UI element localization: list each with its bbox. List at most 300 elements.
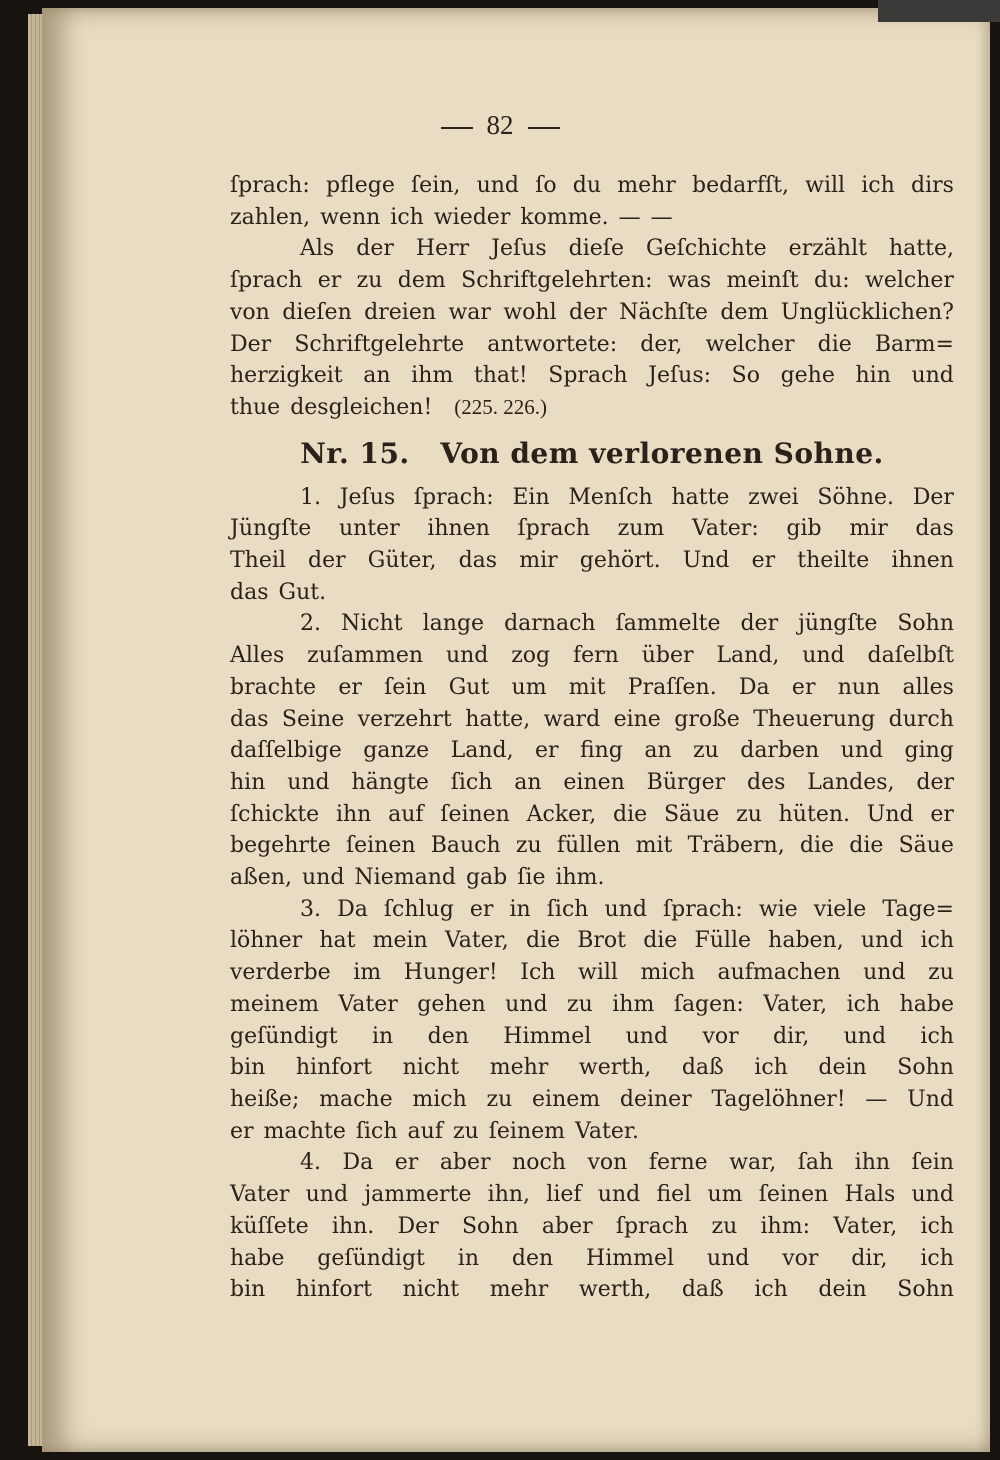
word: eine bbox=[613, 706, 661, 732]
text-line bbox=[230, 767, 954, 799]
word: 4. bbox=[300, 1150, 321, 1176]
word: hinfort bbox=[295, 1055, 372, 1081]
word: dreien bbox=[364, 299, 437, 325]
word: und bbox=[597, 1182, 641, 1208]
text-line bbox=[230, 989, 954, 1021]
word: die bbox=[817, 331, 852, 357]
word: durch bbox=[888, 706, 954, 732]
word: Jeſus bbox=[491, 236, 547, 262]
word: zu bbox=[693, 738, 719, 764]
word: und bbox=[302, 865, 345, 891]
word: verderbe bbox=[230, 960, 331, 986]
word: die bbox=[799, 833, 835, 859]
word: Brot bbox=[577, 928, 627, 954]
word: dieſen bbox=[282, 299, 352, 325]
word: ihnen bbox=[891, 548, 954, 574]
word: von bbox=[587, 1150, 628, 1176]
text-line bbox=[230, 329, 954, 361]
word: wenn bbox=[320, 204, 381, 230]
word: der, bbox=[640, 331, 683, 357]
word: daß bbox=[681, 1277, 724, 1303]
section-heading: Nr. 15. Von dem verlorenen Sohne. bbox=[300, 436, 884, 470]
word: Vater: bbox=[691, 516, 759, 542]
word: zu bbox=[928, 960, 954, 986]
word: ganze bbox=[363, 738, 430, 764]
word: mit bbox=[568, 674, 606, 700]
word: Vater, bbox=[763, 991, 828, 1017]
word: das bbox=[915, 516, 954, 542]
word: welcher bbox=[865, 268, 954, 294]
word: darnach bbox=[504, 611, 596, 637]
word: zu bbox=[356, 268, 383, 294]
word: ſich bbox=[546, 896, 589, 922]
word: hatte, bbox=[889, 236, 954, 262]
word: wohl bbox=[503, 299, 557, 325]
text-line bbox=[230, 862, 954, 894]
word: — bbox=[650, 204, 673, 230]
word: ſein bbox=[384, 674, 427, 700]
text-line bbox=[230, 799, 954, 831]
word: Unglücklichen? bbox=[780, 299, 954, 325]
word: fern bbox=[573, 643, 619, 669]
word: ſprach bbox=[230, 268, 303, 294]
word: Sprach bbox=[548, 363, 628, 389]
text-line bbox=[230, 1179, 954, 1211]
word: Vater, bbox=[833, 1213, 898, 1239]
word: und bbox=[860, 928, 904, 954]
word: er bbox=[751, 548, 776, 574]
word: Da bbox=[342, 1150, 374, 1176]
word: der bbox=[308, 548, 346, 574]
folio-dash-right bbox=[528, 127, 560, 129]
word: Tage= bbox=[882, 896, 954, 922]
word: zu bbox=[711, 1213, 738, 1239]
word: und bbox=[476, 173, 520, 198]
word: Barm= bbox=[874, 331, 954, 357]
word: Gut. bbox=[278, 579, 327, 605]
word: mehr bbox=[489, 1055, 549, 1081]
word: werth, bbox=[578, 1055, 652, 1081]
word: zu bbox=[452, 1118, 479, 1144]
word: aßen, bbox=[230, 865, 292, 891]
word: ihn bbox=[854, 1150, 891, 1176]
word: Nicht bbox=[341, 611, 403, 637]
word: um bbox=[707, 1182, 743, 1208]
word: er bbox=[317, 268, 342, 294]
word: gehört. bbox=[579, 548, 661, 574]
word: ſich bbox=[355, 1118, 398, 1144]
word: Der bbox=[230, 331, 272, 357]
word: ihn bbox=[335, 801, 372, 827]
word: ſo bbox=[535, 173, 557, 198]
word: den bbox=[511, 1245, 554, 1271]
word: daſſelbige bbox=[230, 738, 342, 764]
word: ſprach bbox=[615, 1213, 689, 1239]
word: habe bbox=[899, 991, 954, 1017]
text-line bbox=[230, 1052, 954, 1084]
text-line bbox=[230, 1274, 954, 1306]
word: ihm bbox=[612, 991, 655, 1017]
word: herzigkeit bbox=[230, 363, 343, 389]
word: ſich bbox=[450, 769, 493, 795]
word: Vater. bbox=[575, 1118, 639, 1144]
word: der bbox=[356, 236, 394, 262]
word: darben bbox=[740, 738, 820, 764]
word: er bbox=[230, 1118, 254, 1144]
word: Himmel bbox=[586, 1245, 675, 1271]
word: Himmel bbox=[503, 1023, 592, 1049]
word: Sohn bbox=[897, 611, 954, 637]
word: an bbox=[514, 769, 542, 795]
word: geſündigt bbox=[317, 1245, 425, 1271]
page-number bbox=[0, 110, 1000, 141]
word: Güter, bbox=[367, 548, 437, 574]
word: und bbox=[840, 738, 884, 764]
word: desgleichen! bbox=[290, 394, 433, 420]
word: war, bbox=[729, 1150, 777, 1176]
word: nicht bbox=[402, 1055, 460, 1081]
word: hatte, bbox=[465, 706, 531, 732]
word: Sohn bbox=[897, 1277, 954, 1303]
word: einem bbox=[532, 1086, 601, 1112]
word: in bbox=[457, 1245, 479, 1271]
word: brachte bbox=[230, 674, 317, 700]
word: thue bbox=[230, 394, 281, 420]
word: ihm. bbox=[555, 865, 605, 891]
word: Und bbox=[682, 548, 730, 574]
word: war bbox=[448, 299, 491, 325]
word: geſündigt bbox=[230, 1023, 338, 1049]
word: über bbox=[641, 643, 694, 669]
word: komme. bbox=[520, 204, 609, 230]
word: welcher bbox=[705, 331, 795, 357]
word: ich bbox=[920, 928, 954, 954]
text-line bbox=[230, 360, 954, 392]
word: Niemand bbox=[354, 865, 456, 891]
word: — bbox=[865, 1086, 888, 1112]
word: jüngſte bbox=[798, 611, 878, 637]
word: Geſchichte bbox=[646, 236, 767, 262]
word: habe bbox=[230, 1245, 285, 1271]
word: ſprach: bbox=[662, 896, 743, 922]
text-line bbox=[230, 672, 954, 704]
word: gib bbox=[786, 516, 822, 542]
word: er bbox=[535, 738, 559, 764]
word: machte bbox=[263, 1118, 346, 1144]
word: und bbox=[843, 1023, 887, 1049]
word: begehrte bbox=[230, 833, 331, 859]
word: ſprach: bbox=[413, 484, 494, 510]
word: Da bbox=[337, 896, 368, 922]
word: zuſammen bbox=[307, 643, 424, 669]
word: ſah bbox=[797, 1150, 834, 1176]
word: und bbox=[505, 991, 548, 1017]
word: und bbox=[911, 363, 954, 389]
text-line bbox=[230, 608, 954, 640]
word: werth, bbox=[578, 1277, 652, 1303]
scripture-reference: (225. 226.) bbox=[454, 394, 548, 419]
word: Fülle bbox=[694, 928, 752, 954]
word: Gut bbox=[448, 674, 490, 700]
word: die bbox=[849, 833, 884, 859]
word: große bbox=[674, 706, 740, 732]
word: wie bbox=[758, 896, 798, 922]
word: das bbox=[230, 579, 269, 605]
word: das bbox=[230, 706, 269, 732]
word: mich bbox=[640, 960, 695, 986]
word: zu bbox=[486, 1086, 513, 1112]
word: dein bbox=[818, 1277, 867, 1303]
word: an bbox=[363, 363, 391, 389]
word: ihn. bbox=[331, 1213, 375, 1239]
word: Träbern, bbox=[687, 833, 785, 859]
word: mache bbox=[319, 1086, 393, 1112]
word: hatte bbox=[671, 484, 730, 510]
word: Herr bbox=[415, 236, 470, 262]
word: ihm: bbox=[760, 1213, 810, 1239]
word: gab bbox=[465, 865, 508, 891]
text-line bbox=[230, 1084, 954, 1116]
word: ich bbox=[920, 1213, 954, 1239]
word: Nächſte bbox=[619, 299, 708, 325]
word: ich bbox=[920, 1245, 954, 1271]
word: dem bbox=[720, 299, 769, 325]
word: und bbox=[305, 1182, 349, 1208]
word: zu bbox=[515, 833, 542, 859]
word: daſelbſt bbox=[867, 643, 954, 669]
word: jammerte bbox=[364, 1182, 472, 1208]
word: ihnen bbox=[427, 516, 490, 542]
word: lief bbox=[546, 1182, 582, 1208]
word: ich bbox=[861, 173, 895, 198]
word: ging bbox=[904, 738, 954, 764]
word: will bbox=[578, 960, 618, 986]
word: ſagen: bbox=[673, 991, 744, 1017]
word: mit bbox=[635, 833, 673, 859]
word: ihm bbox=[411, 363, 454, 389]
word: Landes, bbox=[807, 769, 895, 795]
word: Land, bbox=[716, 643, 780, 669]
folio-dash-left bbox=[441, 127, 473, 129]
word: 3. bbox=[300, 896, 321, 922]
word: Der bbox=[397, 1213, 439, 1239]
word: und bbox=[706, 1245, 750, 1271]
word: dem bbox=[397, 268, 446, 294]
word: er bbox=[791, 674, 816, 700]
word: Ein bbox=[512, 484, 550, 510]
word: gehe bbox=[780, 363, 835, 389]
word: daß bbox=[681, 1055, 724, 1081]
text-line bbox=[230, 265, 954, 297]
word: ſprach bbox=[517, 516, 590, 542]
word: im bbox=[353, 960, 382, 986]
word: zu bbox=[567, 991, 593, 1017]
word: füllen bbox=[556, 833, 621, 859]
word: dir, bbox=[773, 1023, 810, 1049]
word: aufmachen bbox=[717, 960, 841, 986]
text-line bbox=[230, 640, 954, 672]
word: Ich bbox=[520, 960, 556, 986]
word: und bbox=[802, 643, 845, 669]
word: auf bbox=[407, 1118, 443, 1144]
word: und bbox=[911, 1182, 954, 1208]
word: der bbox=[740, 611, 779, 637]
word: mein bbox=[372, 928, 428, 954]
word: ſeinen bbox=[758, 1182, 829, 1208]
word: einen bbox=[563, 769, 625, 795]
text-line bbox=[230, 957, 954, 989]
word: ich bbox=[754, 1055, 788, 1081]
word: in bbox=[509, 896, 531, 922]
word: 1. bbox=[300, 484, 321, 510]
text-line bbox=[230, 925, 954, 957]
word: die bbox=[613, 801, 648, 827]
word: alles bbox=[902, 674, 954, 700]
word: ferne bbox=[648, 1150, 708, 1176]
word: Vater bbox=[230, 1182, 290, 1208]
word: antwortete: bbox=[487, 331, 618, 357]
word: meinem bbox=[230, 991, 319, 1017]
word: hat bbox=[319, 928, 356, 954]
word: wieder bbox=[433, 204, 511, 230]
word: hüten. bbox=[778, 801, 851, 827]
word: mir bbox=[519, 548, 558, 574]
word: fing bbox=[579, 738, 623, 764]
word: ſie bbox=[517, 865, 546, 891]
word: zahlen, bbox=[230, 204, 311, 230]
word: zwei bbox=[748, 484, 799, 510]
word: Und bbox=[866, 801, 914, 827]
word: und bbox=[625, 1023, 669, 1049]
word: Und bbox=[907, 1086, 954, 1112]
word: die bbox=[525, 928, 561, 954]
word: hin bbox=[230, 769, 266, 795]
word: noch bbox=[512, 1150, 566, 1176]
word: dein bbox=[818, 1055, 867, 1081]
word: Jeſus: bbox=[648, 363, 712, 389]
text-line bbox=[230, 482, 954, 514]
word: heiße; bbox=[230, 1086, 300, 1112]
word: Säue bbox=[898, 833, 954, 859]
word: 2. bbox=[300, 611, 321, 637]
text-line bbox=[230, 513, 954, 545]
text-line bbox=[230, 1021, 954, 1053]
word: unter bbox=[338, 516, 400, 542]
word: Säue bbox=[663, 801, 720, 827]
word: haben, bbox=[768, 928, 844, 954]
word: nicht bbox=[402, 1277, 460, 1303]
text-line bbox=[230, 894, 954, 926]
word: Alles bbox=[230, 643, 285, 669]
word: er bbox=[338, 674, 362, 700]
word: Vater bbox=[338, 991, 398, 1017]
word: Acker, bbox=[526, 801, 597, 827]
word: hinfort bbox=[295, 1277, 372, 1303]
text-line bbox=[230, 577, 954, 609]
word: Menſch bbox=[568, 484, 653, 510]
word: Schriftgelehrte bbox=[294, 331, 465, 357]
word: dieſe bbox=[568, 236, 624, 262]
corner-tab bbox=[878, 0, 1000, 22]
word: des bbox=[746, 769, 786, 795]
word: dir, bbox=[851, 1245, 888, 1271]
word: ſeinen bbox=[345, 833, 416, 859]
word: lange bbox=[422, 611, 485, 637]
word: bedarfſt, bbox=[692, 173, 789, 198]
word: ſein bbox=[911, 1150, 954, 1176]
word: ſeinem bbox=[488, 1118, 565, 1144]
word: zu bbox=[736, 801, 762, 827]
word: theilte bbox=[797, 548, 870, 574]
text-line bbox=[230, 1211, 954, 1243]
word: Söhne. bbox=[817, 484, 895, 510]
word: den bbox=[427, 1023, 469, 1049]
word: Sohn bbox=[461, 1213, 519, 1239]
word: Jüngſte bbox=[230, 516, 312, 542]
word: ſchlug bbox=[383, 896, 454, 922]
word: erzählt bbox=[788, 236, 867, 262]
word: Vater, bbox=[444, 928, 509, 954]
word: er bbox=[469, 896, 494, 922]
word: Jeſus bbox=[339, 484, 396, 510]
word: vor bbox=[702, 1023, 739, 1049]
page-number-text: 82 bbox=[486, 110, 514, 140]
word: und bbox=[604, 896, 647, 922]
word: ward bbox=[543, 706, 601, 732]
word: Bürger bbox=[646, 769, 726, 795]
word: die bbox=[643, 928, 678, 954]
word: Tagelöhner! bbox=[711, 1086, 846, 1112]
text-line bbox=[230, 830, 954, 862]
word: aber bbox=[439, 1150, 491, 1176]
text-line bbox=[230, 735, 954, 767]
word: nun bbox=[837, 674, 881, 700]
word: — bbox=[618, 204, 641, 230]
word: meinſt bbox=[726, 268, 799, 294]
word: Der bbox=[912, 484, 954, 510]
text-line bbox=[230, 297, 954, 329]
word: und bbox=[287, 769, 330, 795]
text-line bbox=[230, 392, 954, 424]
text-line bbox=[230, 1243, 954, 1275]
word: ich bbox=[390, 204, 424, 230]
word: an bbox=[644, 738, 672, 764]
word: ſein, bbox=[411, 173, 461, 198]
word: aber bbox=[541, 1213, 593, 1239]
word: mehr bbox=[617, 173, 676, 198]
word: der bbox=[916, 769, 954, 795]
word: mich bbox=[412, 1086, 467, 1112]
word: der bbox=[569, 299, 607, 325]
text-line bbox=[230, 704, 954, 736]
word: Praſſen. bbox=[627, 674, 717, 700]
page-text bbox=[230, 170, 954, 1306]
word: zum bbox=[617, 516, 665, 542]
text-line bbox=[230, 1147, 954, 1179]
word: du bbox=[572, 173, 602, 198]
word: um bbox=[511, 674, 547, 700]
word: will bbox=[805, 173, 846, 198]
word: bin bbox=[230, 1055, 266, 1081]
word: Bauch bbox=[430, 833, 501, 859]
word: Als bbox=[300, 236, 335, 262]
word: bin bbox=[230, 1277, 266, 1303]
word: deiner bbox=[619, 1086, 692, 1112]
word: Hals bbox=[844, 1182, 896, 1208]
word: ich bbox=[754, 1277, 788, 1303]
word: ſprach: bbox=[230, 173, 310, 198]
word: ich bbox=[920, 1023, 954, 1049]
